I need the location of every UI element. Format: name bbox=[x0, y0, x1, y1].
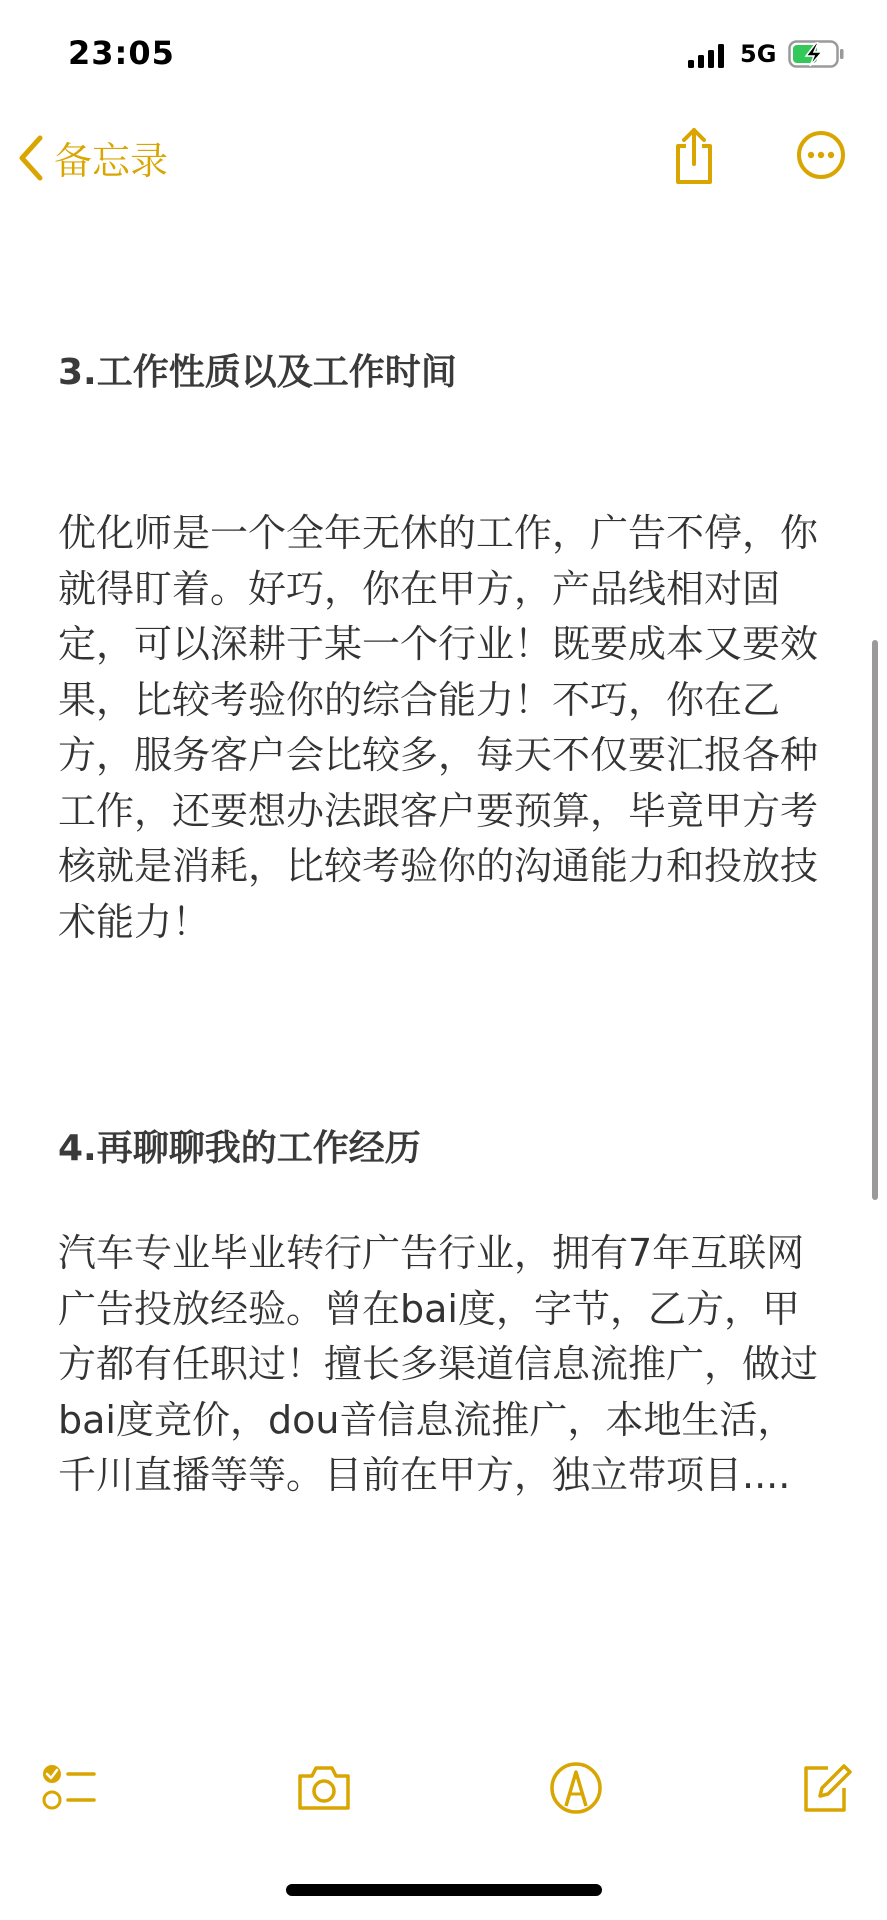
section-heading-3: 3.工作性质以及工作时间 bbox=[58, 352, 457, 393]
home-indicator[interactable] bbox=[286, 1884, 602, 1896]
back-button[interactable] bbox=[16, 130, 168, 185]
section-paragraph-4: 汽车专业毕业转行广告行业，拥有7年互联网广告投放经验。曾在bai度，字节，乙方，甲方都有任职过！擅长多渠道信息流推广，做过bai度竞价，dou音信息流推广，本地生活，千川直播等等。目前在甲方，独立带项目.... bbox=[58, 1231, 819, 1497]
status-time: 23:05 bbox=[68, 34, 175, 72]
compose-icon[interactable] bbox=[798, 1760, 854, 1816]
battery-charging-icon bbox=[788, 40, 844, 68]
checklist-icon[interactable] bbox=[40, 1760, 96, 1816]
status-bar bbox=[0, 0, 887, 110]
markup-pen-icon[interactable] bbox=[548, 1760, 604, 1816]
ellipsis-circle-icon[interactable] bbox=[796, 130, 846, 180]
share-icon[interactable] bbox=[670, 126, 718, 186]
back-label: 备忘录 bbox=[54, 139, 169, 183]
bottom-toolbar bbox=[0, 1740, 887, 1840]
cellular-signal-icon bbox=[688, 44, 728, 68]
camera-icon[interactable] bbox=[294, 1760, 354, 1816]
chevron-left-icon bbox=[16, 134, 44, 182]
scroll-indicator[interactable] bbox=[872, 640, 878, 1200]
navigation-bar bbox=[0, 110, 887, 210]
section-paragraph-3: 优化师是一个全年无休的工作，广告不停，你就得盯着。好巧，你在甲方，产品线相对固定，可以深耕于某一个行业！既要成本又要效果，比较考验你的综合能力！不巧，你在乙方，服务客户会比较多，每天不仅要汇报各种工作，还要想办法跟客户要预算，毕竟甲方考核就是消耗，比较考验你的沟通能力和投放技术能力！ bbox=[58, 511, 819, 944]
network-type: 5G bbox=[740, 40, 777, 68]
section-heading-4: 4.再聊聊我的工作经历 bbox=[58, 1128, 421, 1169]
